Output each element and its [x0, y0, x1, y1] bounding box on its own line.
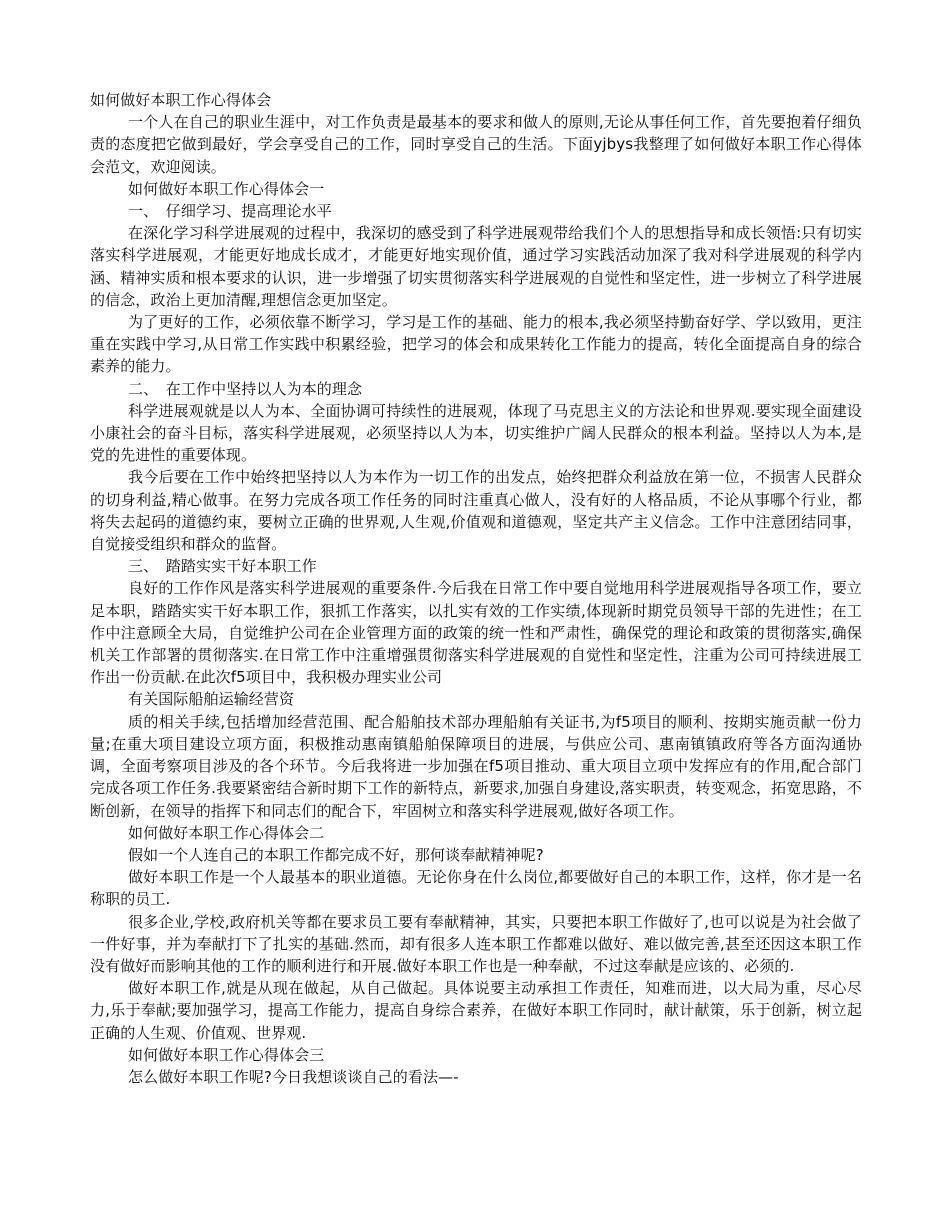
paragraph: 为了更好的工作，必须依靠不断学习，学习是工作的基础、能力的根本,我必须坚持勤奋好学、学以致用，更注重在实践中学习,从日常工作实践中积累经验，把学习的体会和成果转化工作能力的提高，转化全面提高自身的综合素养的能力。: [90, 313, 862, 376]
document-page: [90, 89, 862, 1088]
section-heading-one: 如何做好本职工作心得体会一: [128, 179, 325, 198]
subheading-3: 三、 踏踏实实干好本职工作: [128, 557, 317, 576]
paragraph: 在深化学习科学进展观的过程中，我深切的感受到了科学进展观带给我们个人的思想指导和成长领悟:只有切实落实科学进展观，才能更好地成长成才，才能更好地实现价值，通过学习实践活动加深了我对科学进展观的科学内涵、精神实质和根本要求的认识，进一步增强了切实贯彻落实科学进展观的自觉性和坚定性，进一步树立了科学进展的信念，政治上更加清醒,理想信念更加坚定。: [90, 224, 862, 309]
paragraph: 怎么做好本职工作呢?今日我想谈谈自己的看法—-: [128, 1067, 459, 1086]
subheading-1: 一、 仔细学习、提高理论水平: [128, 202, 332, 221]
paragraph-intro: 一个人在自己的职业生涯中，对工作负责是最基本的要求和做人的原则,无论从事任何工作，首先要抱着仔细负责的态度把它做到最好，学会享受自己的工作，同时享受自己的生活。下面yjbys我整理了如何做好本职工作心得体会范文，欢迎阅读。: [90, 113, 862, 176]
section-heading-three: 如何做好本职工作心得体会三: [128, 1045, 325, 1064]
paragraph: 很多企业,学校,政府机关等都在要求员工要有奉献精神，其实，只要把本职工作做好了,也可以说是为社会做了一件好事，并为奉献打下了扎实的基础.然而，却有很多人连本职工作都难以做好、难以做完善,甚至还因这本职工作没有做好而影响其他的工作的顺利进行和开展.做好本职工作也是一种奉献，不过这奉献是应该的、必须的.: [90, 912, 862, 975]
paragraph: 有关国际船舶运输经营资: [128, 690, 295, 709]
document-title: 如何做好本职工作心得体会: [90, 91, 272, 109]
subheading-2: 二、 在工作中坚持以人为本的理念: [128, 379, 363, 398]
paragraph: 良好的工作作风是落实科学进展观的重要条件.今后我在日常工作中要自觉地用科学进展观指导各项工作，要立足本职，踏踏实实干好本职工作，狠抓工作落实，以扎实有效的工作实绩,体现新时期党员领导干部的先进性；在工作中注意顾全大局，自觉维护公司在企业管理方面的政策的统一性和严肃性，确保党的理论和政策的贯彻落实,确保机关工作部署的贯彻落实.在日常工作中注重增强贯彻落实科学进展观的自觉性和坚定性，注重为公司可持续进展工作出一份贡献.在此次f5项目中，我积极办理实业公司: [90, 579, 862, 687]
paragraph: 假如一个人连自己的本职工作都完成不好，那何谈奉献精神呢?: [128, 845, 544, 864]
paragraph: 质的相关手续,包括增加经营范围、配合船舶技术部办理船舶有关证书,为f5项目的顺利、按期实施贡献一份力量;在重大项目建设立项方面，积极推动惠南镇船舶保障项目的进展，与供应公司、惠南镇镇政府等各方面沟通协调，全面考察项目涉及的各个环节。今后我将进一步加强在f5项目推动、重大项目立项中发挥应有的作用,配合部门完成各项工作任务.我要紧密结合新时期下工作的新特点，新要求,加强自身建设,落实职责，转变观念，拓宽思路，不断创新，在领导的指挥下和同志们的配合下，牢固树立和落实科学进展观,做好各项工作。: [90, 712, 862, 820]
paragraph: 做好本职工作,就是从现在做起，从自己做起。具体说要主动承担工作责任，知难而进，以大局为重，尽心尽力,乐于奉献;要加强学习，提高工作能力，提高自身综合素养，在做好本职工作同时，献计献策，乐于创新，树立起正确的人生观、价值观、世界观.: [90, 979, 862, 1042]
paragraph: 我今后要在工作中始终把坚持以人为本作为一切工作的出发点，始终把群众利益放在第一位，不损害人民群众的切身利益,精心做事。在努力完成各项工作任务的同时注重真心做人，没有好的人格品质，不论从事哪个行业，都将失去起码的道德约束，要树立正确的世界观,人生观,价值观和道德观，坚定共产主义信念。工作中注意团结同事，自觉接受组织和群众的监督。: [90, 468, 862, 554]
paragraph: 科学进展观就是以人为本、全面协调可持续性的进展观，体现了马克思主义的方法论和世界观.要实现全面建设小康社会的奋斗目标，落实科学进展观，必须坚持以人为本，切实维护广阔人民群众的根本利益。坚持以人为本,是党的先进性的重要体现。: [90, 401, 862, 465]
section-heading-two: 如何做好本职工作心得体会二: [128, 823, 325, 842]
paragraph: 做好本职工作是一个人最基本的职业道德。无论你身在什么岗位,都要做好自己的本职工作，这样，你才是一名称职的员工.: [90, 868, 862, 909]
